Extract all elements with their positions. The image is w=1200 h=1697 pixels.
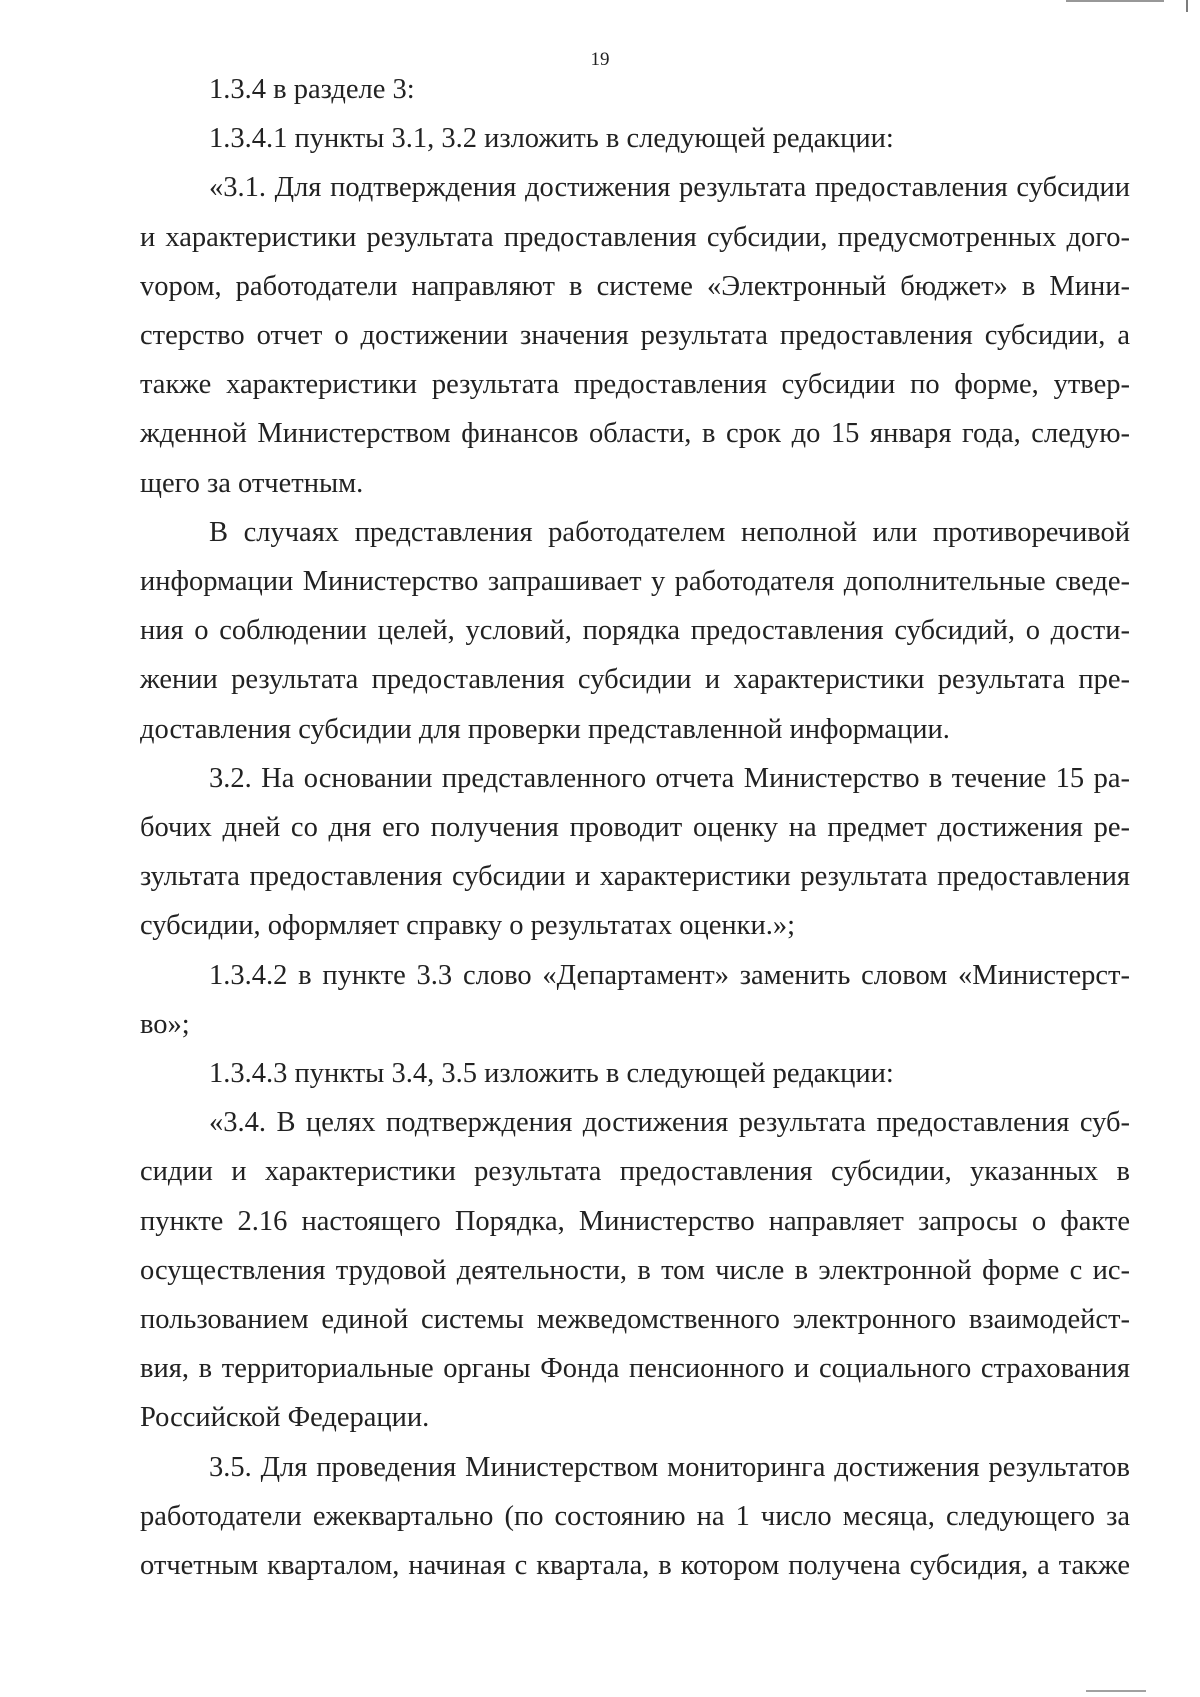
scan-edge-mark-top-right: [1186, 0, 1188, 12]
paragraph-1-3-4-1: 1.3.4.1 пункты 3.1, 3.2 изложить в следующей редакции:: [209, 123, 894, 155]
paragraph-3-1: «3.1. Для подтверждения достижения результата предоставления субсидии и характеристики результата предоставления субсидии, предусмотренных догоvором, работодатели направляют в системе «Электронный бюджет» в Министерство отчет о достижении значения результата предоставления субсидии, а также характеристики результата предоставления субсидии по форме, утвержденной Министерством финансов области, в срок до 15 января года, следующего за отчетным.: [140, 172, 1130, 499]
paragraph-1-3-4-2: 1.3.4.2 в пункте 3.3 слово «Департамент» заменить словом «Министерство»;: [140, 959, 1130, 1040]
paragraph-3-1-incomplete-info: В случаях представления работодателем неполной или противоречивой информации Министерство запрашивает у работодателя дополнительные сведения о соблюдении целей, условий, порядка предоставления субсидий, о достижении результата предоставления субсидии и характеристики результата предоставления субсидии для проверки представленной информации.: [140, 516, 1130, 745]
scan-edge-mark-top: [1066, 0, 1164, 2]
document-body: [140, 65, 1130, 1590]
paragraph-1-3-4-3: 1.3.4.3 пункты 3.4, 3.5 изложить в следующей редакции:: [209, 1058, 894, 1090]
paragraph-1-3-4: 1.3.4 в разделе 3:: [209, 74, 415, 105]
scan-edge-mark-bottom: [1086, 1690, 1146, 1692]
paragraph-3-4: «3.4. В целях подтверждения достижения результата предоставления субсидии и характеристики результата предоставления субсидии, указанных в пункте 2.16 настоящего Порядка, Министерство направляет запросы о факте осуществления трудовой деятельности, в том числе в электронной форме с использованием единой системы межведомственного электронного взаимодействия, в территориальные органы Фонда пенсионного и социального страхования Российской Федерации.: [140, 1107, 1130, 1434]
page-number: 19: [590, 49, 610, 70]
paragraph-3-5: 3.5. Для проведения Министерством мониторинга достижения результатов работодатели ежеквартально (по состоянию на 1 число месяца, следующего за отчетным кварталом, начиная с квартала, в котором получена субсидия, а также: [140, 1451, 1130, 1582]
paragraph-3-2: 3.2. На основании представленного отчета Министерство в течение 15 рабочих дней со дня его получения проводит оценку на предмет достижения результата предоставления субсидии и характеристики результата предоставления субсидии, оформляет справку о результатах оценки.»;: [140, 762, 1130, 942]
